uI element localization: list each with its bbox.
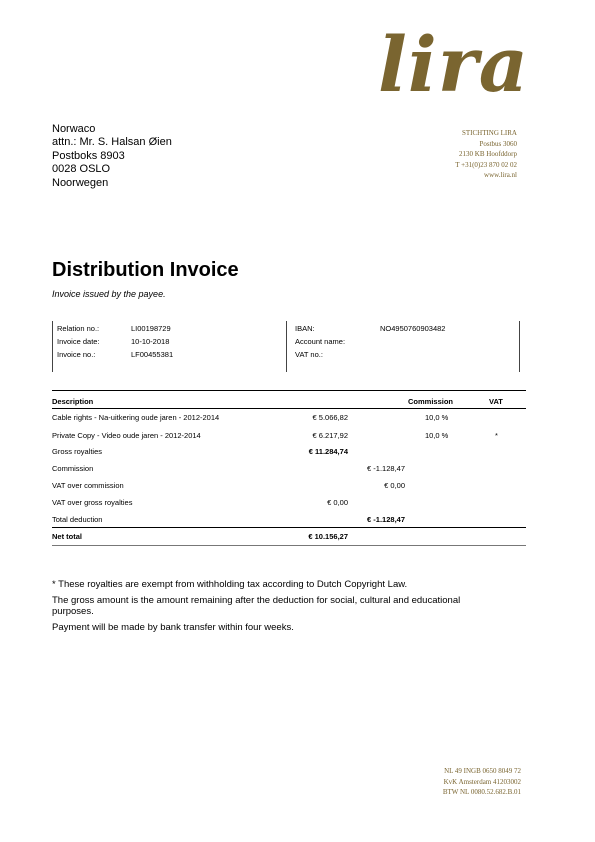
row-amount: € 5.066,82 — [312, 413, 348, 422]
date-label: Invoice date: — [57, 337, 100, 346]
vat-over-gross-value: € 0,00 — [327, 498, 348, 507]
iban-value: NO4950760903482 — [380, 324, 446, 333]
net-total-label: Net total — [52, 532, 82, 541]
recipient-line: Postboks 8903 — [52, 149, 125, 162]
invoice-info-block — [52, 321, 520, 372]
recipient-line: 0028 OSLO — [52, 163, 111, 176]
recipient-line: Norwaco — [52, 123, 96, 135]
recipient-line: attn.: Mr. S. Halsan Øien — [52, 136, 172, 149]
gross-royalties-label: Gross royalties — [52, 447, 103, 456]
sender-line: www.lira.nl — [484, 171, 517, 179]
note-gross-amount: The gross amount is the amount remaining after the deduction for social, cultural and educational purposes. — [52, 595, 461, 617]
sender-line: T +31(0)23 870 02 02 — [455, 160, 517, 169]
table-bottom-rule — [52, 545, 526, 546]
row-commission: 10,0 % — [425, 413, 449, 422]
account-name-label: Account name: — [295, 337, 346, 346]
relation-label: Relation no.: — [57, 324, 100, 333]
gross-royalties-value: € 11.284,74 — [308, 447, 348, 456]
total-deduction-value: € -1.128,47 — [367, 515, 405, 524]
sender-address — [455, 128, 517, 181]
vat-over-commission-value: € 0,00 — [384, 481, 405, 490]
header-vat: VAT — [489, 397, 503, 406]
net-total-rule — [52, 527, 526, 528]
document-subtitle: Invoice issued by the payee. — [52, 289, 166, 299]
info-divider — [286, 321, 287, 372]
note-tax-exemption: * These royalties are exempt from withholding tax according to Dutch Copyright Law. — [52, 579, 408, 590]
lira-logo: lira — [378, 20, 530, 109]
invoice-no-value: LF00455381 — [131, 350, 174, 359]
row-amount: € 6.217,92 — [312, 431, 348, 440]
date-value: 10-10-2018 — [131, 337, 170, 346]
net-total-value: € 10.156,27 — [308, 532, 348, 541]
relation-value: LI00198729 — [131, 324, 171, 333]
vat-over-commission-label: VAT over commission — [52, 481, 124, 490]
header-rule — [52, 408, 526, 409]
row-description: Private Copy - Video oude jaren - 2012-2014 — [52, 431, 201, 440]
table-top-rule — [52, 390, 526, 391]
recipient-line: Noorwegen — [52, 176, 109, 189]
footer-line: KvK Amsterdam 41203002 — [443, 777, 521, 786]
sender-line: 2130 KB Hoofddorp — [459, 150, 517, 158]
invoice-notes — [52, 579, 492, 638]
total-deduction-label: Total deduction — [52, 515, 103, 524]
header-commission: Commission — [408, 397, 454, 406]
document-title: Distribution Invoice — [52, 259, 239, 281]
row-vat: * — [495, 431, 498, 440]
commission-label: Commission — [52, 464, 94, 473]
header-description: Description — [52, 397, 94, 406]
row-commission: 10,0 % — [425, 431, 449, 440]
recipient-address — [52, 123, 172, 190]
commission-value: € -1.128,47 — [367, 464, 405, 473]
sender-line: Postbus 3060 — [479, 139, 517, 148]
note-payment: Payment will be made by bank transfer within four weeks. — [52, 622, 294, 633]
row-description: Cable rights - Na-uitkering oude jaren - 2012-2014 — [52, 413, 220, 422]
footer-registration — [443, 766, 521, 798]
footer-line: NL 49 INGB 0650 8049 72 — [444, 767, 521, 775]
footer-line: BTW NL 0080.52.682.B.01 — [442, 788, 521, 796]
vat-over-gross-label: VAT over gross royalties — [52, 498, 133, 507]
sender-line: STICHTING LIRA — [461, 129, 517, 137]
vat-no-label: VAT no.: — [295, 350, 323, 359]
iban-label: IBAN: — [295, 324, 315, 333]
invoice-no-label: Invoice no.: — [57, 350, 96, 359]
